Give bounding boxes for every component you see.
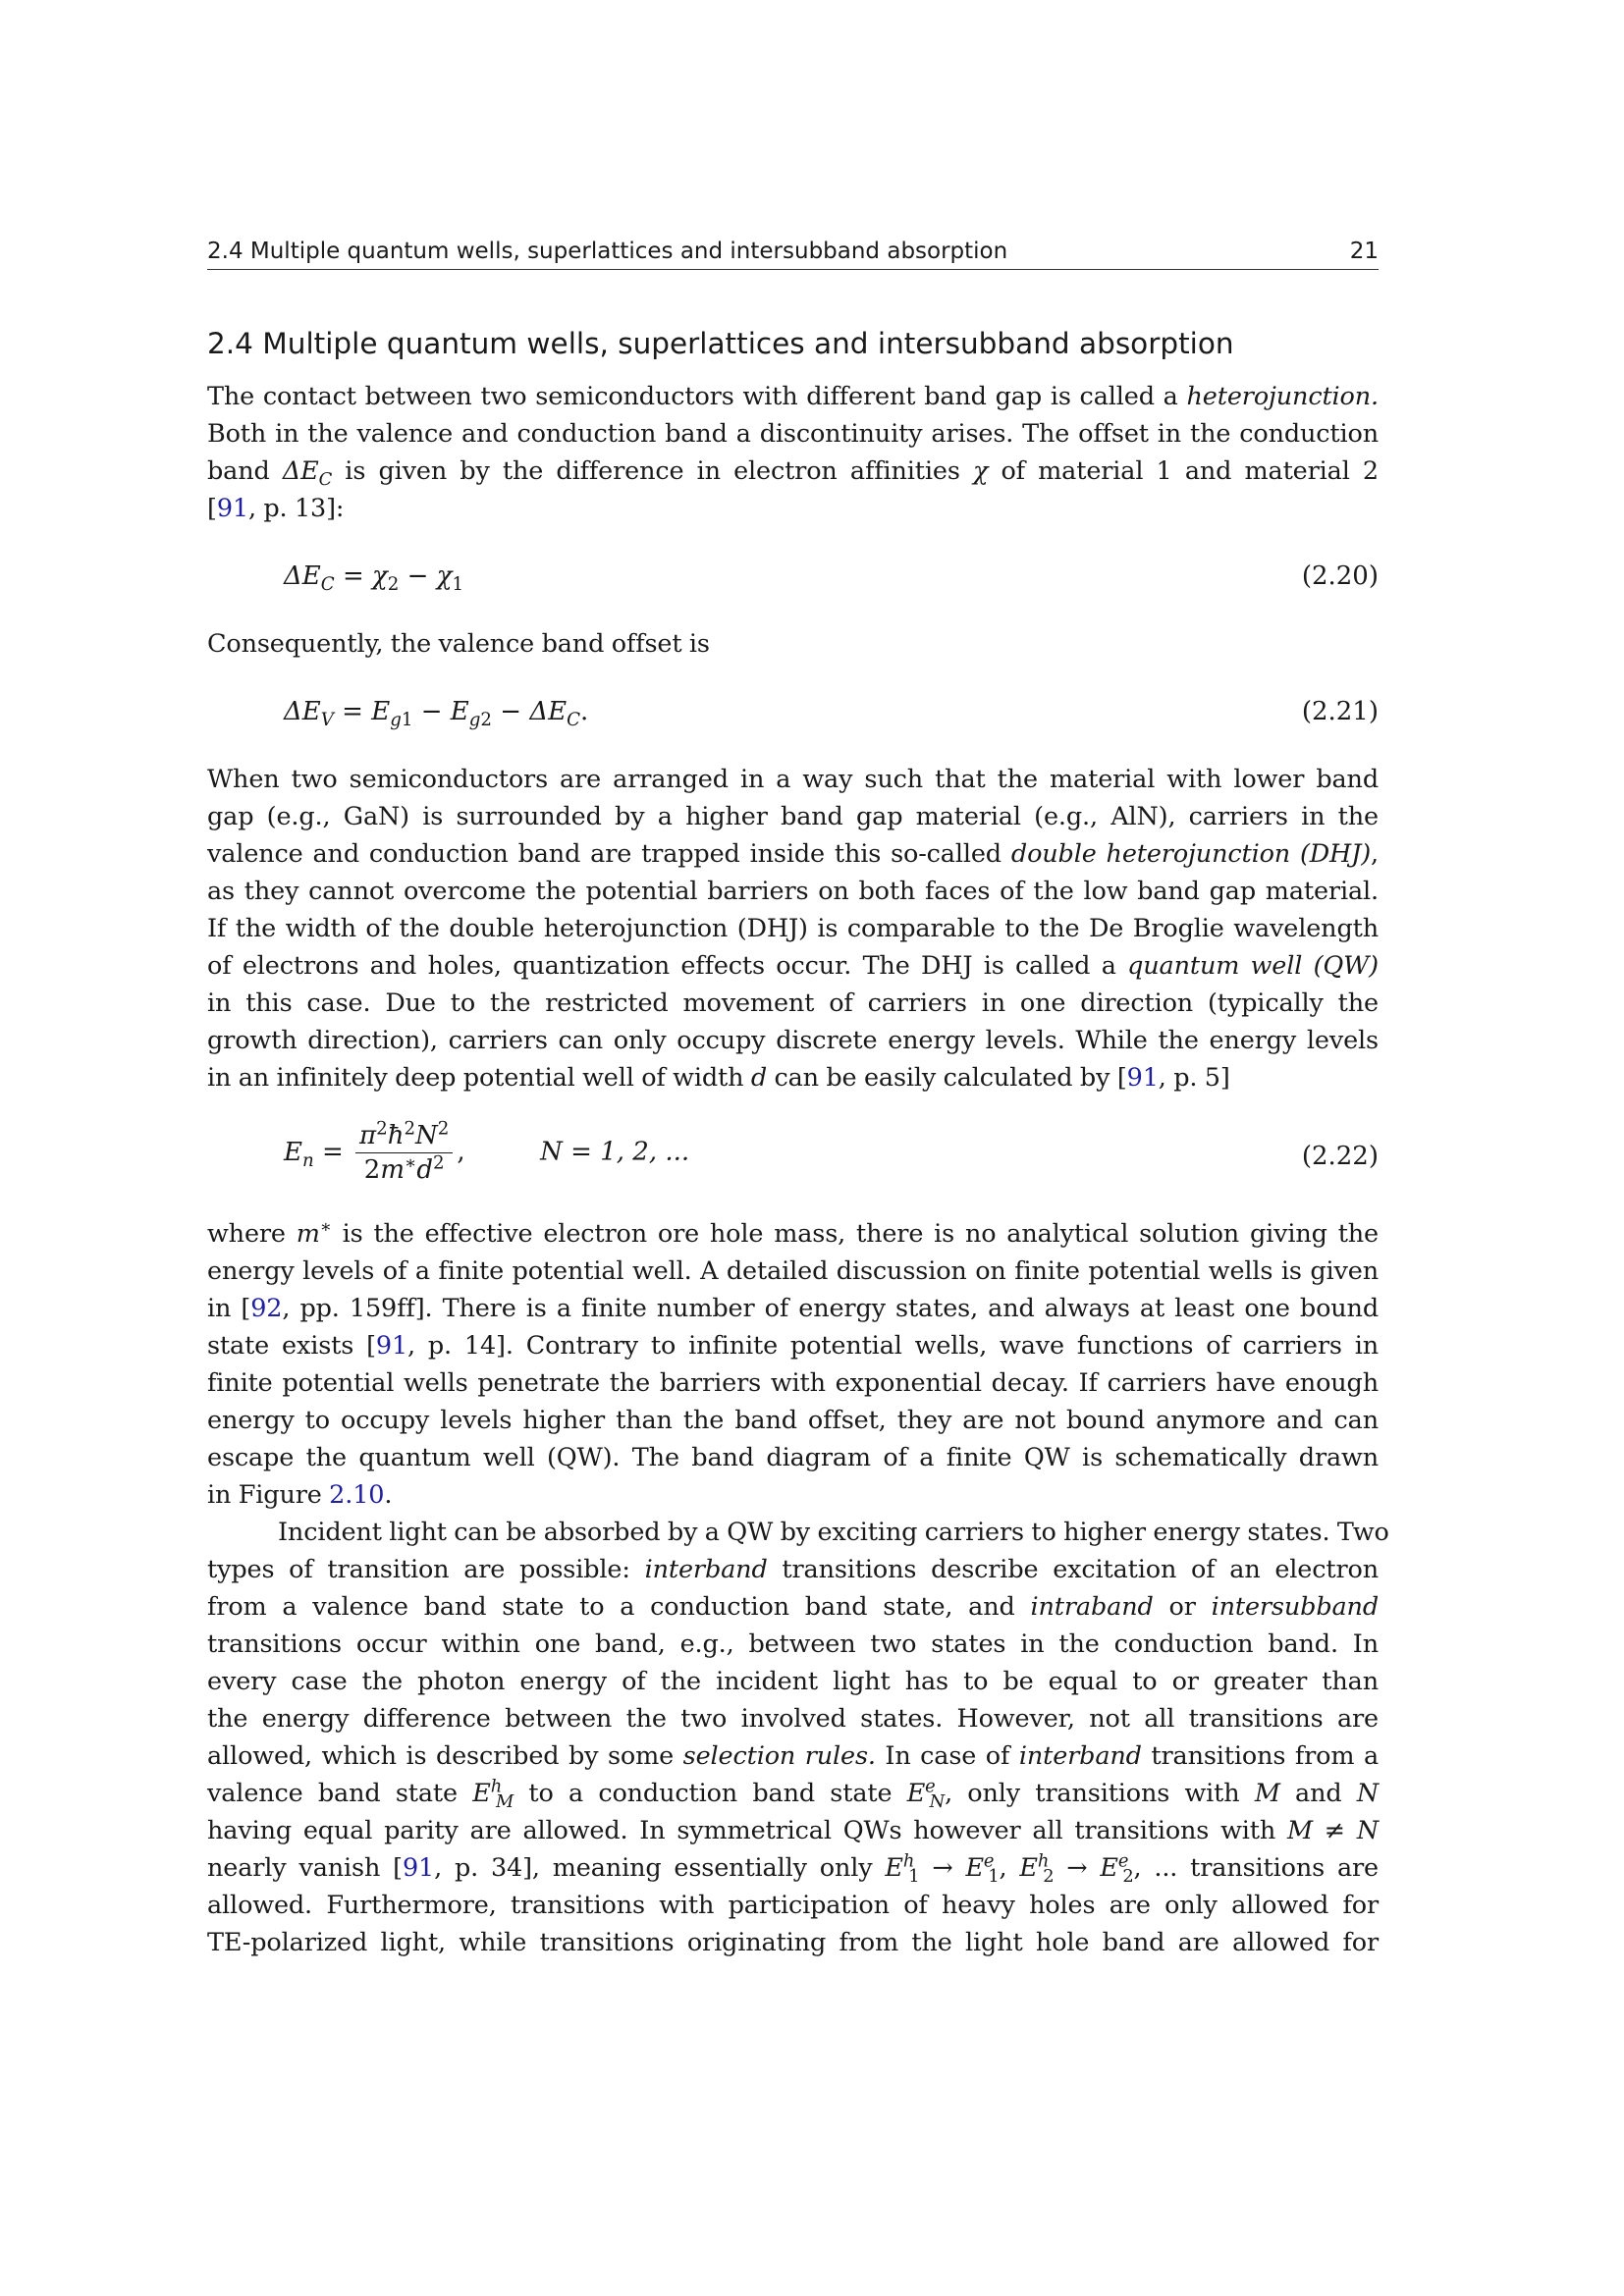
text-line: band $\Delta E_C$ is given by the difference in electron affinities χ of material 1 and material 2: [207, 456, 1379, 491]
citation-link[interactable]: 91: [402, 1853, 435, 1883]
citation-link[interactable]: 91: [216, 494, 248, 523]
text-line: allowed. Furthermore, transitions with participation of heavy holes are only allowed for: [207, 1891, 1379, 1920]
citation-link[interactable]: 91: [1126, 1063, 1159, 1093]
page-number: 21: [1349, 239, 1379, 264]
text-line: gap (e.g., GaN) is surrounded by a higher band gap material (e.g., AlN), carriers in the: [207, 802, 1379, 831]
text-line: The contact between two semiconductors with different band gap is called a heterojunction.: [207, 382, 1379, 411]
equation-number: (2.20): [1301, 561, 1379, 591]
text-line: the energy difference between the two involved states. However, not all transitions are: [207, 1704, 1379, 1734]
equation-number: (2.22): [1301, 1142, 1379, 1171]
paragraph-double-heterojunction: [207, 761, 1379, 1096]
text-line: having equal parity are allowed. In symmetrical QWs however all transitions with M ≠ N: [207, 1816, 1379, 1845]
paragraph-transitions: [207, 1514, 1389, 1961]
text-line: valence band state $E^h_M$ to a conduction band state $E^e_N$, only transitions with M and N: [207, 1776, 1379, 1813]
text-line: When two semiconductors are arranged in a way such that the material with lower band: [207, 765, 1379, 794]
text-line: transitions occur within one band, e.g., between two states in the conduction band. In: [207, 1629, 1379, 1659]
section-heading: 2.4 Multiple quantum wells, superlattices and intersubband absorption: [207, 327, 1234, 360]
paragraph-heterojunction: [207, 378, 1379, 527]
text-line: escape the quantum well (QW). The band diagram of a finite QW is schematically drawn: [207, 1443, 1379, 1472]
text-line: finite potential wells penetrate the barriers with exponential decay. If carriers have enough: [207, 1368, 1379, 1398]
running-header-title: 2.4 Multiple quantum wells, superlattices and intersubband absorption: [207, 239, 1008, 264]
text-line: where m∗ is the effective electron ore hole mass, there is no analytical solution giving the: [207, 1216, 1380, 1249]
text-line: TE-polarized light, while transitions originating from the light hole band are allowed for: [207, 1928, 1379, 1957]
text-line: in an infinitely deep potential well of width d can be easily calculated by [91, p. 5]: [207, 1063, 1230, 1093]
equation-condition: N = 1, 2, ...: [540, 1137, 690, 1167]
equation-number: (2.21): [1301, 697, 1379, 726]
equation-body: $\Delta E_C = \chi_2 - \chi_1$: [284, 561, 464, 596]
text-line: of electrons and holes, quantization effects occur. The DHJ is called a quantum well (QW): [207, 951, 1379, 981]
equation-2-22: [207, 1119, 1379, 1194]
text-line: growth direction), carriers can only occupy discrete energy levels. While the energy levels: [207, 1026, 1379, 1055]
citation-link[interactable]: 92: [250, 1294, 283, 1323]
text-line: types of transition are possible: interband transitions describe excitation of an electron: [207, 1555, 1379, 1584]
text-line: every case the photon energy of the incident light has to be equal to or greater than: [207, 1667, 1379, 1696]
equation-body: $E_n$ = $\frac{\pi^2ħ^2N^2}{2m^∗d^2}$ , N = 1, 2, ...: [284, 1118, 690, 1185]
paragraph-finite-well: [207, 1215, 1379, 1514]
text-line: in Figure 2.10.: [207, 1480, 393, 1510]
figure-link[interactable]: 2.10: [329, 1480, 385, 1510]
text-line: allowed, which is described by some selection rules. In case of interband transitions from a: [207, 1741, 1380, 1771]
text-line: Consequently, the valence band offset is: [207, 629, 710, 659]
text-line: [91, p. 13]:: [207, 494, 345, 523]
text-line: in this case. Due to the restricted movement of carriers in one direction (typically the: [207, 988, 1379, 1018]
text-line: in [92, pp. 159ff]. There is a finite number of energy states, and always at least one bound: [207, 1294, 1379, 1323]
running-header: [207, 234, 1379, 270]
text-line: nearly vanish [91, p. 34], meaning essentially only $E^h_1 \to E^e_1$, $E^h_2 \to E^e_2$, ... transitions are: [207, 1850, 1379, 1888]
text-line: energy to occupy levels higher than the band offset, they are not bound anymore and can: [207, 1406, 1379, 1435]
fraction: $\frac{\pi^2ħ^2N^2}{2m^∗d^2}$: [355, 1119, 453, 1187]
text-line: energy levels of a finite potential well. A detailed discussion on finite potential wells is given: [207, 1256, 1379, 1286]
paragraph-valence-offset: [207, 625, 1379, 663]
equation-body: $\Delta E_V = E_{g1} - E_{g2} - \Delta E_C$.: [284, 697, 589, 731]
citation-link[interactable]: 91: [375, 1331, 408, 1361]
text-line: If the width of the double heterojunction (DHJ) is comparable to the De Broglie wavelength: [207, 914, 1379, 943]
text-line: Incident light can be absorbed by a QW by exciting carriers to higher energy states. Two: [278, 1518, 1389, 1547]
text-line: from a valence band state to a conduction band state, and intraband or intersubband: [207, 1592, 1379, 1622]
text-line: as they cannot overcome the potential barriers on both faces of the low band gap material.: [207, 877, 1379, 906]
text-line: Both in the valence and conduction band a discontinuity arises. The offset in the conduction: [207, 419, 1379, 449]
text-line: state exists [91, p. 14]. Contrary to infinite potential wells, wave functions of carriers in: [207, 1331, 1380, 1361]
text-line: valence and conduction band are trapped inside this so-called double heterojunction (DHJ),: [207, 839, 1379, 869]
